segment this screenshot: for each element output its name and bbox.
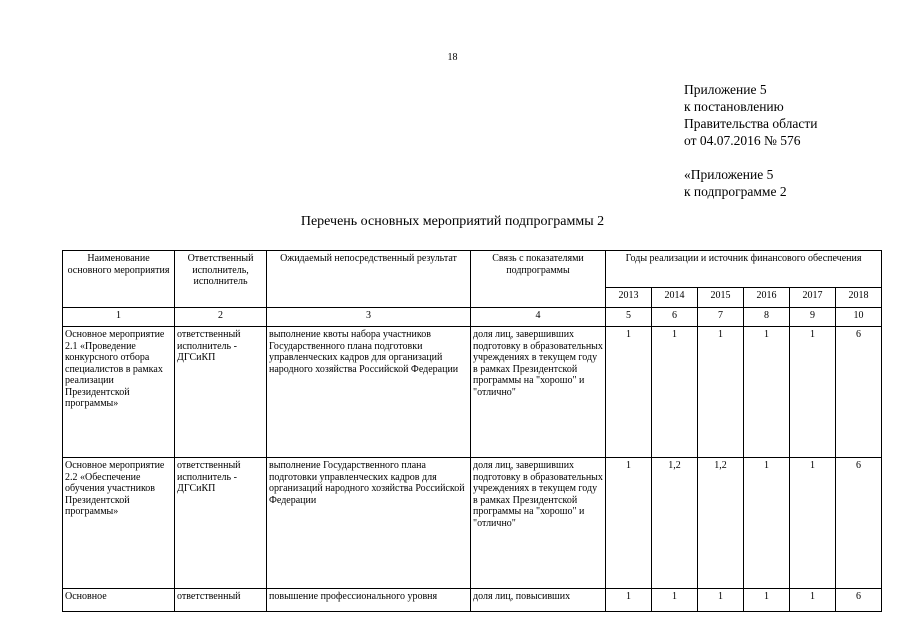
cell-name: Основное	[63, 589, 175, 612]
cell-year-value: 1	[606, 327, 652, 458]
column-number-row	[63, 308, 882, 327]
cell-result: выполнение квоты набора участников Государственного плана подготовки управленческих кадров для организаций народного хозяйства Российской Федерации	[267, 327, 471, 458]
appendix-block	[684, 81, 817, 200]
table-row	[63, 589, 882, 612]
cell-year-value: 1	[698, 327, 744, 458]
cell-year-value: 1,2	[652, 458, 698, 589]
cell-year-value: 1	[606, 589, 652, 612]
page-number: 18	[447, 52, 458, 63]
cell-link: доля лиц, повысивших	[471, 589, 606, 612]
column-number: 9	[790, 308, 836, 327]
column-number: 6	[652, 308, 698, 327]
column-number: 4	[471, 308, 606, 327]
cell-year-value: 1,2	[698, 458, 744, 589]
cell-executor: ответственный исполнитель - ДГСиКП	[175, 327, 267, 458]
header-year: 2014	[652, 288, 698, 308]
header-name: Наименование основного мероприятия	[63, 251, 175, 308]
cell-year-value: 1	[744, 327, 790, 458]
appendix-line-6: к подпрограмме 2	[684, 184, 787, 199]
cell-year-value: 1	[790, 589, 836, 612]
cell-result: выполнение Государственного плана подготовки управленческих кадров для организаций народного хозяйства Российской Федерации	[267, 458, 471, 589]
header-year: 2016	[744, 288, 790, 308]
header-row	[63, 251, 882, 288]
cell-year-value: 1	[606, 458, 652, 589]
column-number: 7	[698, 308, 744, 327]
header-year: 2018	[836, 288, 882, 308]
appendix-line-3: Правительства области	[684, 116, 818, 131]
cell-year-value: 1	[652, 589, 698, 612]
document-title: Перечень основных мероприятий подпрограммы 2	[300, 214, 605, 229]
appendix-line-5: «Приложение 5	[684, 167, 774, 182]
cell-year-value: 1	[790, 458, 836, 589]
column-number: 5	[606, 308, 652, 327]
cell-executor: ответственный исполнитель - ДГСиКП	[175, 458, 267, 589]
cell-year-value: 1	[652, 327, 698, 458]
column-number: 10	[836, 308, 882, 327]
header-executor: Ответственный исполнитель, исполнитель	[175, 251, 267, 308]
cell-link: доля лиц, завершивших подготовку в образовательных учреждениях в текущем году в рамках Президентской программы на "хорошо" и "отлично"	[471, 327, 606, 458]
column-number: 3	[267, 308, 471, 327]
cell-name: Основное мероприятие 2.1 «Проведение конкурсного отбора специалистов в рамках реализации Президентской программы»	[63, 327, 175, 458]
header-year: 2015	[698, 288, 744, 308]
cell-year-value: 6	[836, 589, 882, 612]
header-year: 2013	[606, 288, 652, 308]
header-link: Связь с показателями подпрограммы	[471, 251, 606, 308]
cell-year-value: 6	[836, 327, 882, 458]
cell-link: доля лиц, завершивших подготовку в образовательных учреждениях в текущем году в рамках Президентской программы на "хорошо" и "отлично"	[471, 458, 606, 589]
column-number: 2	[175, 308, 267, 327]
appendix-line-4: от 04.07.2016 № 576	[684, 133, 801, 148]
column-number: 1	[63, 308, 175, 327]
appendix-spacer	[684, 149, 817, 166]
cell-year-value: 1	[744, 589, 790, 612]
appendix-line-2: к постановлению	[684, 99, 784, 114]
column-number: 8	[744, 308, 790, 327]
appendix-line-1: Приложение 5	[684, 82, 767, 97]
cell-result: повышение профессионального уровня	[267, 589, 471, 612]
cell-name: Основное мероприятие 2.2 «Обеспечение обучения участников Президентской программы»	[63, 458, 175, 589]
header-year: 2017	[790, 288, 836, 308]
header-result: Ожидаемый непосредственный результат	[267, 251, 471, 308]
cell-year-value: 1	[698, 589, 744, 612]
cell-year-value: 1	[790, 327, 836, 458]
table-row	[63, 458, 882, 589]
cell-year-value: 1	[744, 458, 790, 589]
cell-executor: ответственный	[175, 589, 267, 612]
header-years-group: Годы реализации и источник финансового обеспечения	[606, 251, 882, 288]
cell-year-value: 6	[836, 458, 882, 589]
measures-table	[62, 250, 882, 612]
table-row	[63, 327, 882, 458]
